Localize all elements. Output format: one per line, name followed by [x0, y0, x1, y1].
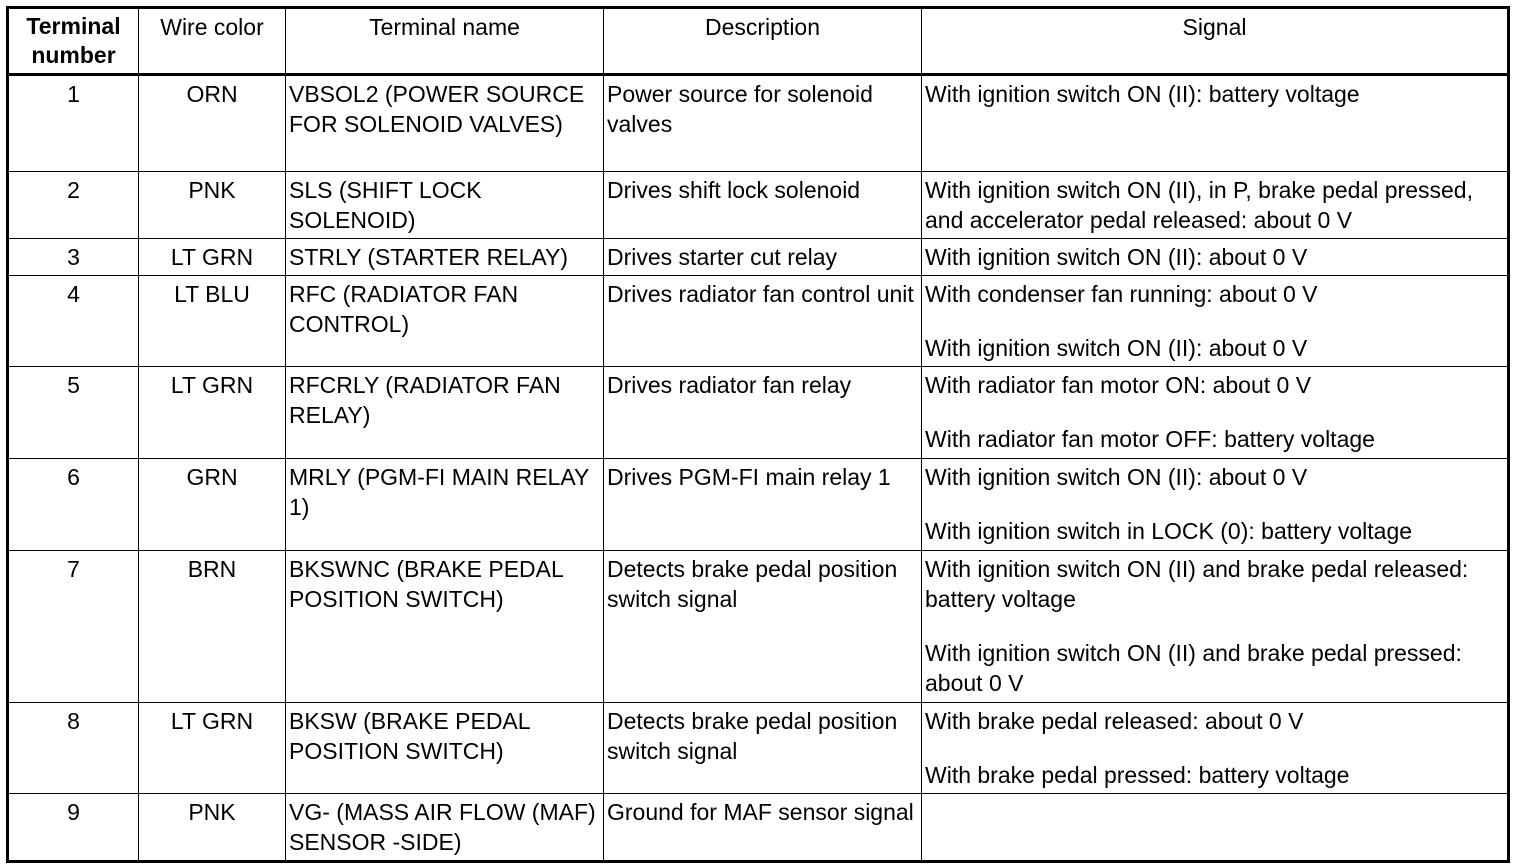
- signal-cell: [922, 367, 1509, 459]
- description-cell: Power source for solenoid valves: [604, 75, 922, 172]
- wire-color-cell: GRN: [139, 459, 286, 551]
- signal-cell: [922, 239, 1509, 276]
- table-header: [8, 8, 1509, 75]
- signal-line: With ignition switch ON (II) and brake pedal pressed: about 0 V: [925, 640, 1462, 696]
- terminal-name-cell: STRLY (STARTER RELAY): [286, 239, 604, 276]
- table-row: [8, 551, 1509, 703]
- terminal-number-cell: 6: [8, 459, 139, 551]
- header-terminal-number: Terminal number: [8, 8, 139, 75]
- table-row: [8, 459, 1509, 551]
- terminal-name-cell: RFC (RADIATOR FAN CONTROL): [286, 276, 604, 367]
- signal-cell: [922, 75, 1509, 172]
- signal-cell: [922, 794, 1509, 862]
- description-cell: Drives radiator fan control unit: [604, 276, 922, 367]
- terminal-number-cell: 1: [8, 75, 139, 172]
- header-row: [8, 8, 1509, 75]
- terminal-name-cell: MRLY (PGM-FI MAIN RELAY 1): [286, 459, 604, 551]
- table-row: [8, 276, 1509, 367]
- terminal-name-cell: BKSWNC (BRAKE PEDAL POSITION SWITCH): [286, 551, 604, 703]
- wire-color-cell: LT GRN: [139, 703, 286, 794]
- signal-cell: [922, 459, 1509, 551]
- wire-color-cell: ORN: [139, 75, 286, 172]
- wire-color-cell: LT BLU: [139, 276, 286, 367]
- wire-color-cell: PNK: [139, 794, 286, 862]
- header-wire-color: Wire color: [139, 8, 286, 75]
- signal-line: With ignition switch ON (II): about 0 V: [925, 464, 1308, 490]
- terminal-number-cell: 8: [8, 703, 139, 794]
- description-cell: Drives radiator fan relay: [604, 367, 922, 459]
- signal-cell: [922, 551, 1509, 703]
- signal-line: With ignition switch ON (II): battery voltage: [925, 81, 1360, 107]
- description-cell: Detects brake pedal position switch signal: [604, 703, 922, 794]
- wire-color-cell: BRN: [139, 551, 286, 703]
- description-cell: Drives PGM-FI main relay 1: [604, 459, 922, 551]
- wire-color-cell: LT GRN: [139, 239, 286, 276]
- signal-line: With condenser fan running: about 0 V: [925, 281, 1318, 307]
- signal-cell: [922, 703, 1509, 794]
- table-row: [8, 75, 1509, 172]
- terminal-name-cell: VG- (MASS AIR FLOW (MAF) SENSOR -SIDE): [286, 794, 604, 862]
- table-body: [8, 75, 1509, 862]
- description-cell: Drives shift lock solenoid: [604, 172, 922, 239]
- description-cell: Drives starter cut relay: [604, 239, 922, 276]
- signal-cell: [922, 276, 1509, 367]
- header-terminal-name: Terminal name: [286, 8, 604, 75]
- signal-line: With ignition switch ON (II): about 0 V: [925, 335, 1308, 361]
- terminal-number-cell: 9: [8, 794, 139, 862]
- description-cell: Detects brake pedal position switch signal: [604, 551, 922, 703]
- signal-line: With ignition switch ON (II): about 0 V: [925, 244, 1308, 270]
- signal-line: With radiator fan motor OFF: battery voltage: [925, 426, 1375, 452]
- terminal-number-cell: 4: [8, 276, 139, 367]
- terminal-number-cell: 5: [8, 367, 139, 459]
- terminal-name-cell: RFCRLY (RADIATOR FAN RELAY): [286, 367, 604, 459]
- terminal-table: [6, 6, 1510, 863]
- terminal-name-cell: BKSW (BRAKE PEDAL POSITION SWITCH): [286, 703, 604, 794]
- signal-line: With ignition switch ON (II), in P, brake pedal pressed, and accelerator pedal released: about 0 V: [925, 177, 1473, 233]
- terminal-number-cell: 2: [8, 172, 139, 239]
- signal-line: With ignition switch ON (II) and brake pedal released: battery voltage: [925, 556, 1469, 612]
- description-cell: Ground for MAF sensor signal: [604, 794, 922, 862]
- terminal-name-cell: VBSOL2 (POWER SOURCE FOR SOLENOID VALVES): [286, 75, 604, 172]
- table-row: [8, 794, 1509, 862]
- wire-color-cell: PNK: [139, 172, 286, 239]
- signal-line: With radiator fan motor ON: about 0 V: [925, 372, 1312, 398]
- signal-line: With brake pedal released: about 0 V: [925, 708, 1304, 734]
- header-description: Description: [604, 8, 922, 75]
- table-row: [8, 172, 1509, 239]
- table-row: [8, 703, 1509, 794]
- header-signal: Signal: [922, 8, 1509, 75]
- terminal-number-cell: 7: [8, 551, 139, 703]
- signal-line: With ignition switch in LOCK (0): battery voltage: [925, 518, 1413, 544]
- terminal-number-cell: 3: [8, 239, 139, 276]
- table-row: [8, 239, 1509, 276]
- terminal-name-cell: SLS (SHIFT LOCK SOLENOID): [286, 172, 604, 239]
- signal-line: With brake pedal pressed: battery voltage: [925, 762, 1350, 788]
- table-row: [8, 367, 1509, 459]
- wire-color-cell: LT GRN: [139, 367, 286, 459]
- signal-cell: [922, 172, 1509, 239]
